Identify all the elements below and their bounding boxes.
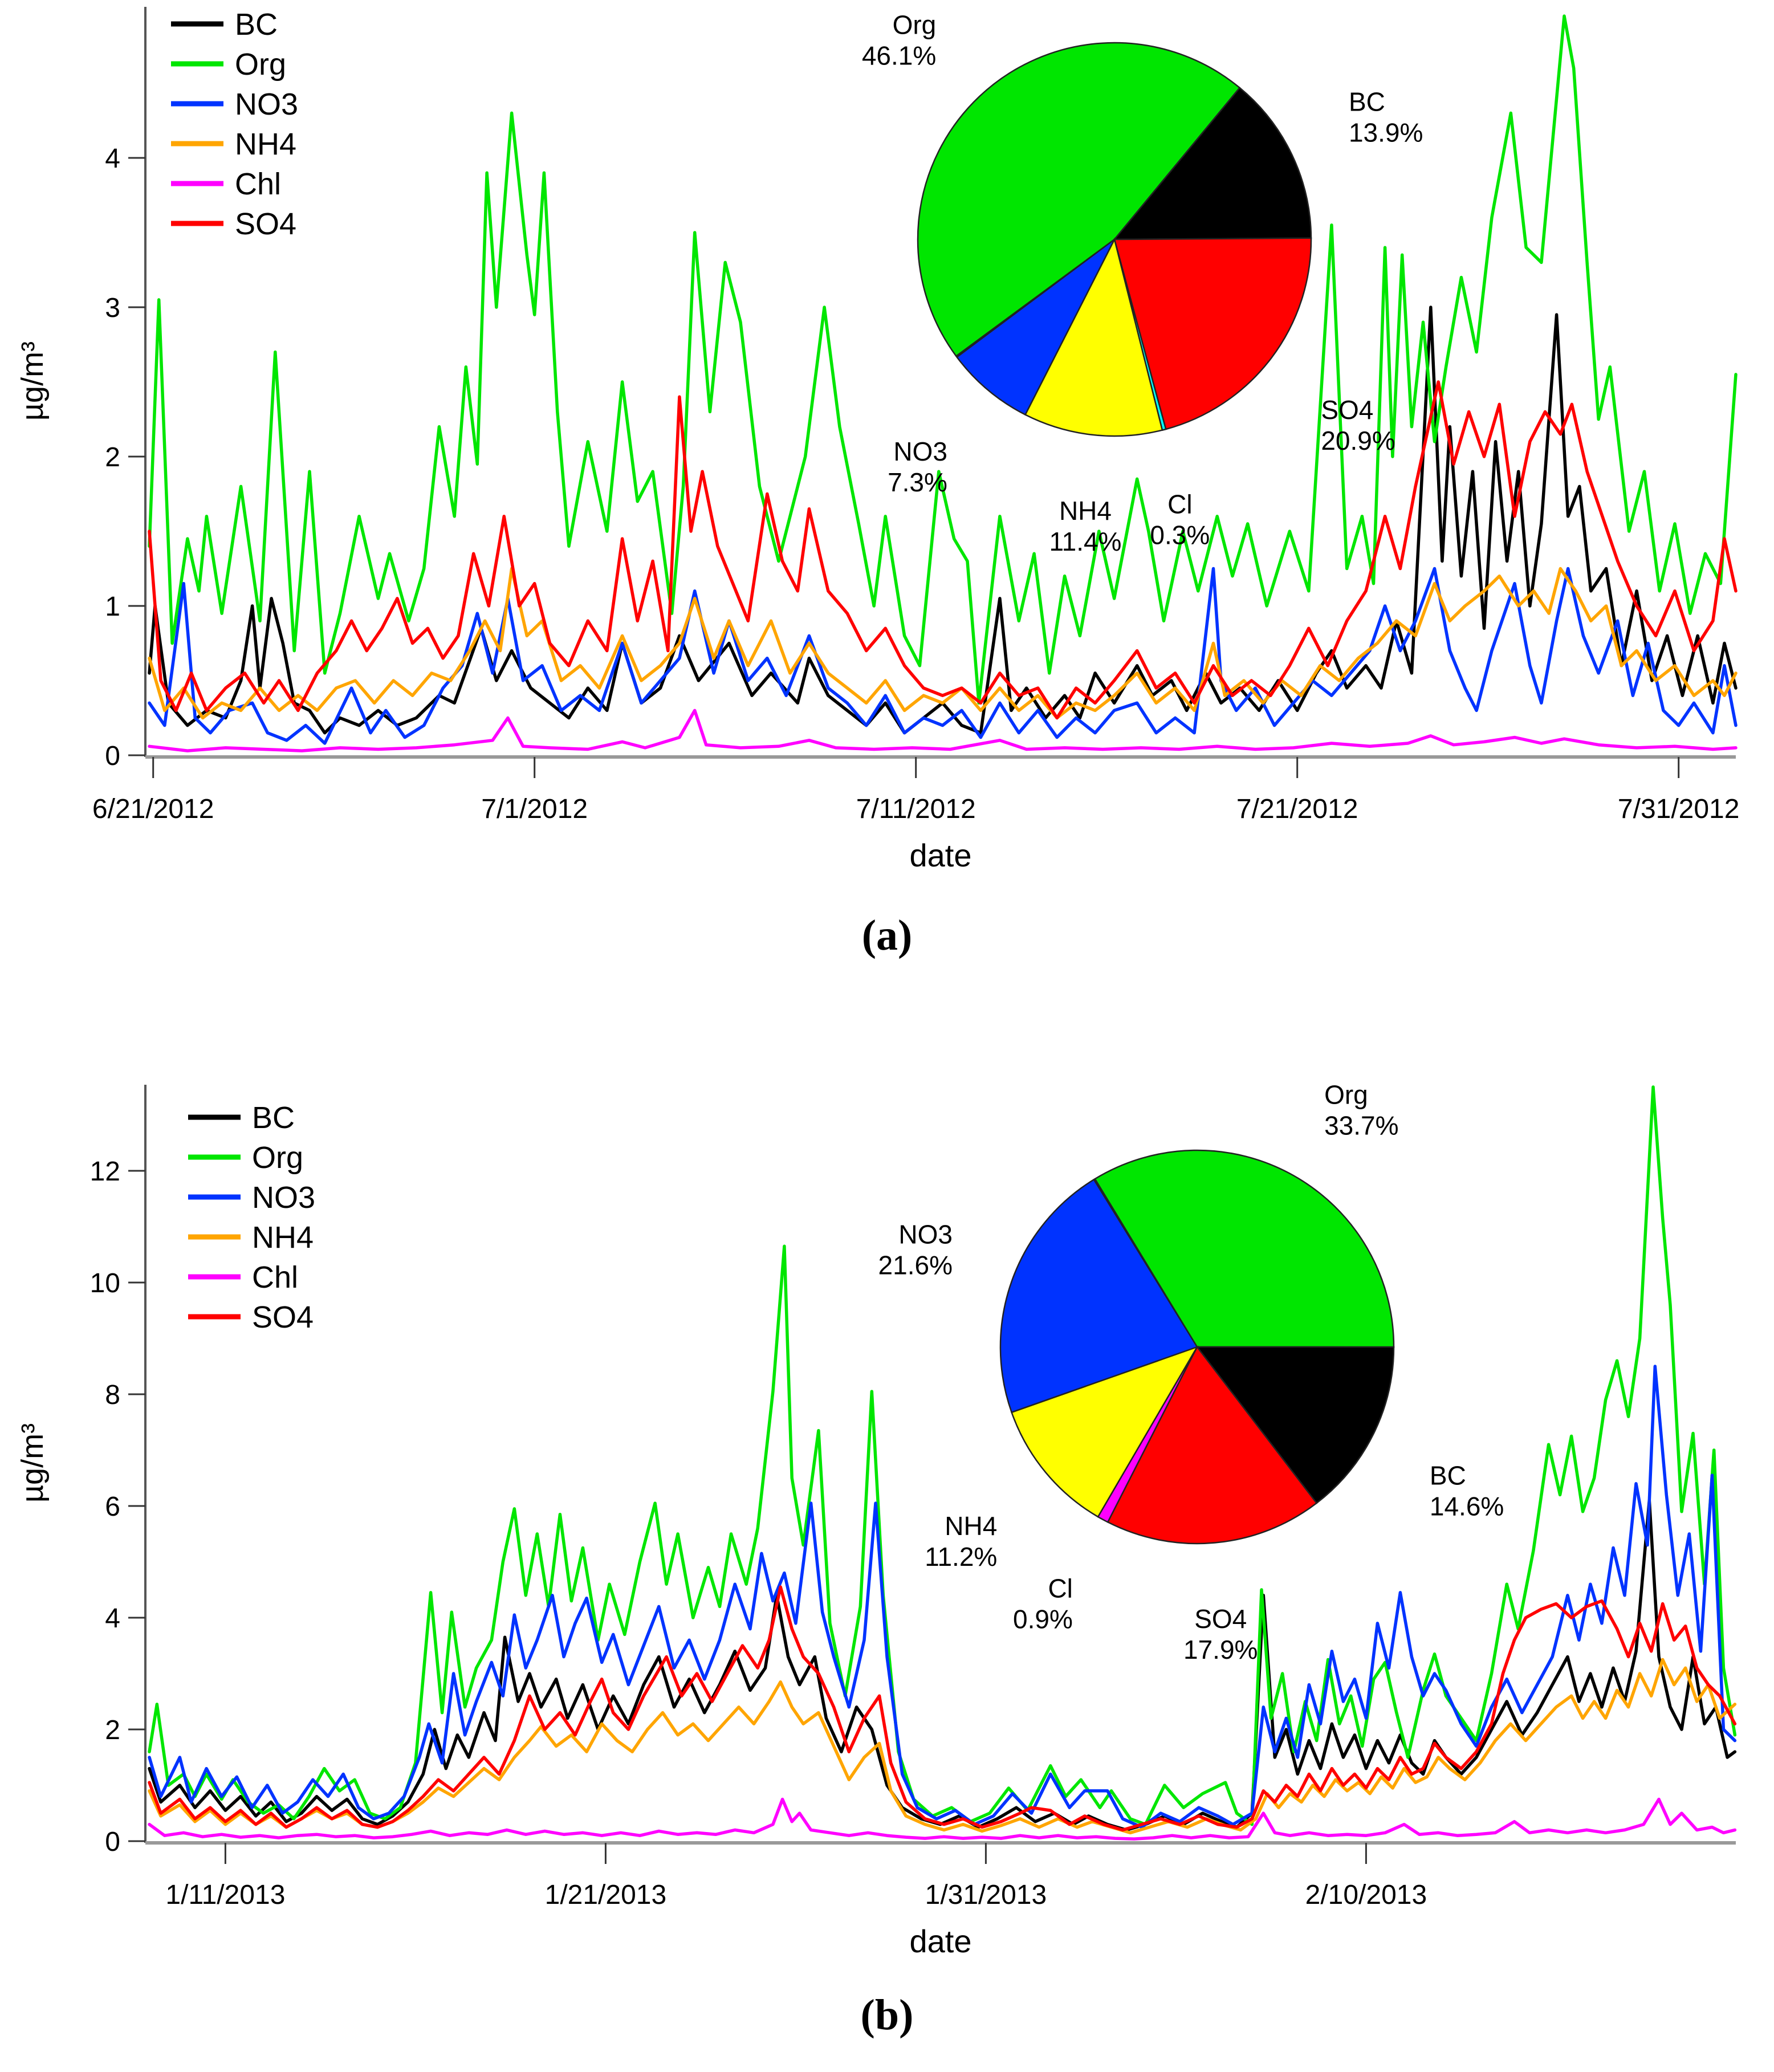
pie-label-BC: BC 13.9% <box>1348 87 1423 148</box>
pie-label-Org: Org 46.1% <box>861 10 937 71</box>
pie-label-NO3: NO3 21.6% <box>878 1219 953 1280</box>
legend-label-Org: Org <box>235 47 287 82</box>
legend-label-SO4: SO4 <box>235 207 297 241</box>
x-tick-label: 7/1/2012 <box>481 794 588 824</box>
panel-a-timeseries-chart <box>0 0 1774 895</box>
y-axis-title: µg/m³ <box>15 1423 50 1503</box>
series-line-SO4 <box>149 1587 1735 1830</box>
legend-label-NO3: NO3 <box>252 1180 316 1215</box>
y-tick-label: 10 <box>89 1268 120 1298</box>
pie-label-Org: Org 33.7% <box>1324 1080 1399 1141</box>
series-line-Org <box>149 1087 1735 1825</box>
pie-label-SO4: SO4 20.9% <box>1321 395 1395 456</box>
legend-label-Chl: Chl <box>235 167 282 201</box>
x-tick-label: 2/10/2013 <box>1305 1880 1427 1910</box>
legend-label-BC: BC <box>235 7 278 42</box>
y-tick-label: 0 <box>105 1827 120 1857</box>
x-tick-label: 1/11/2013 <box>165 1880 286 1910</box>
series-line-NO3 <box>149 1366 1735 1827</box>
series-line-NH4 <box>149 1660 1735 1833</box>
y-tick-label: 2 <box>105 442 120 473</box>
x-tick-label: 6/21/2012 <box>92 794 214 824</box>
y-tick-label: 4 <box>105 144 120 174</box>
y-tick-label: 3 <box>105 293 120 323</box>
legend-label-Org: Org <box>252 1141 304 1175</box>
pie-label-SO4: SO4 17.9% <box>1183 1604 1258 1665</box>
y-tick-label: 0 <box>105 741 120 771</box>
series-line-BC <box>149 307 1736 733</box>
panel-b-caption: (b) <box>860 1991 914 2039</box>
y-tick-label: 6 <box>105 1492 120 1522</box>
x-tick-label: 7/21/2012 <box>1236 794 1358 824</box>
series-line-SO4 <box>149 382 1736 718</box>
legend-label-NH4: NH4 <box>252 1220 314 1255</box>
y-tick-label: 4 <box>105 1603 120 1634</box>
series-line-Org <box>149 16 1736 703</box>
pie-label-NH4: NH4 11.4% <box>1049 496 1122 557</box>
legend-label-BC: BC <box>252 1101 295 1135</box>
legend-label-Chl: Chl <box>252 1260 299 1295</box>
x-axis-title: date <box>909 1923 972 1959</box>
pie-chart-b <box>878 1080 1504 1664</box>
panel-b-timeseries-chart <box>0 1074 1774 1969</box>
pie-label-NH4: NH4 11.2% <box>925 1511 998 1572</box>
x-tick-label: 7/31/2012 <box>1617 794 1740 824</box>
x-tick-label: 1/21/2013 <box>544 1880 667 1910</box>
panel-a-caption: (a) <box>861 911 913 959</box>
series-group-b <box>149 1087 1735 1839</box>
y-tick-label: 12 <box>89 1157 120 1187</box>
legend-label-NO3: NO3 <box>235 87 299 121</box>
legend-a <box>171 7 298 241</box>
legend-label-SO4: SO4 <box>252 1300 314 1334</box>
y-tick-label: 2 <box>105 1715 120 1745</box>
x-tick-label: 7/11/2012 <box>856 794 976 824</box>
x-axis-title: date <box>909 837 972 873</box>
pie-label-NO3: NO3 7.3% <box>888 437 947 498</box>
legend-b <box>188 1101 315 1334</box>
pie-chart-a <box>862 10 1423 557</box>
y-axis-title: µg/m³ <box>15 341 50 421</box>
y-tick-label: 1 <box>105 592 120 622</box>
series-group-a <box>149 16 1736 751</box>
y-tick-label: 8 <box>105 1380 120 1410</box>
pie-label-BC: BC 14.6% <box>1429 1460 1504 1521</box>
legend-label-NH4: NH4 <box>235 127 297 161</box>
pie-label-Cl: Cl 0.9% <box>1013 1573 1073 1634</box>
pie-label-Cl: Cl 0.3% <box>1150 489 1210 550</box>
x-tick-label: 1/31/2013 <box>925 1880 1047 1910</box>
